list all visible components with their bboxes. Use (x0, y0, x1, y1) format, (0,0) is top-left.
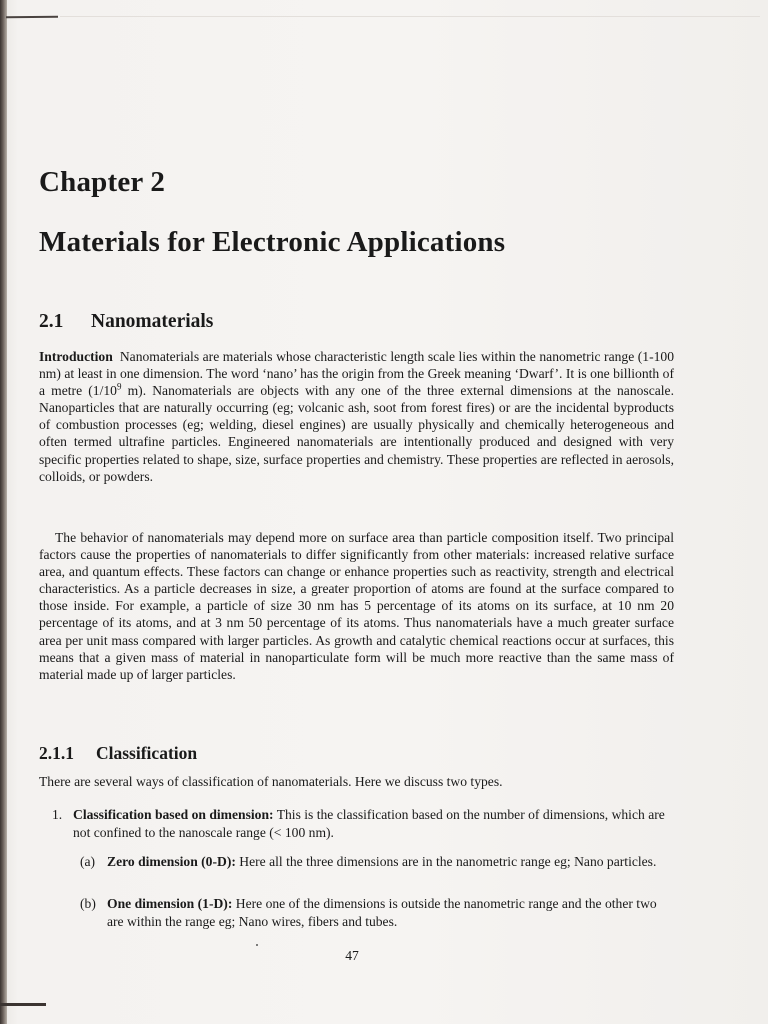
intro-exponent: 9 (116, 381, 122, 392)
list-term: Zero dimension (0-D): (107, 854, 236, 869)
list-text: Here one of the dimensions is outside the nanometric range and the other two are within the range eg; Nano wires, fibers and tubes. (107, 896, 657, 929)
list-marker: (a) (80, 854, 96, 869)
list-marker: (b) (80, 896, 96, 911)
intro-paragraph (39, 348, 674, 485)
intro-lead: Introduction (39, 349, 113, 364)
subsection-number: 2.1.1 (39, 743, 74, 763)
list-item-a (80, 853, 674, 871)
top-faint-rule (60, 16, 760, 17)
intro-text-2: m). Nanomaterials are objects with any one of the three external dimensions at the nanoscale. Nanoparticles that are naturally occurring (eg; volcanic ash, soot from forest fires) or are the incidental byproducts of combustion processes (eg; welding, diesel engines) are usually physically and chemically heterogeneous and often termed ultrafine particles. Engineered nanomaterials are intentionally produced and designed with very specific properties related to shape, size, surface properties and chemistry. These properties are reflected in aerosols, colloids, or powders. (39, 383, 674, 484)
list-text: Here all the three dimensions are in the nanometric range eg; Nano particles. (235, 854, 657, 869)
page-number: 47 (345, 948, 359, 963)
list-marker: 1. (52, 807, 63, 822)
classification-intro: There are several ways of classification of nanomaterials. Here we discuss two types. (39, 774, 503, 789)
list-item-1 (52, 806, 674, 842)
list-text: This is the classification based on the number of dimensions, which are not confined to the nanoscale range (< 100 nm). (73, 807, 665, 840)
bottom-edge-mark (0, 1003, 46, 1006)
chapter-label: Chapter 2 (39, 166, 166, 198)
book-spine-shadow (0, 0, 7, 1024)
subsection-title: Classification (96, 743, 198, 763)
subsection-heading (39, 743, 197, 764)
list-item-b (80, 895, 674, 931)
intro-text-1: Nanomaterials are materials whose characteristic length scale lies within the nanometric range (1-100 nm) at least in one dimension. The word ‘nano’ has the origin from the Greek meaning ‘Dwarf’. It is one billionth of a metre (1/10 (39, 349, 675, 399)
stray-dot (256, 944, 258, 946)
list-term: One dimension (1-D): (107, 896, 233, 911)
behavior-paragraph: The behavior of nanomaterials may depend more on surface area than particle composition itself. Two principal factors cause the properties of nanomaterials to differ significantly from other materials: increased relative surface area, and quantum effects. These factors can change or enhance properties such as reactivity, strength and electrical characteristics. As a particle decreases in size, a greater proportion of atoms are found at the surface compared to those inside. For example, a particle of size 30 nm has 5 percentage of its atoms on its surface, at 10 nm 20 percentage of its atoms, and at 3 nm 50 percentage of its atoms. Thus nanomaterials have a much greater surface area per unit mass compared with larger particles. As growth and catalytic chemical reactions occur at surfaces, this means that a given mass of material in nanoparticulate form will be much more reactive than the same mass of material made up of larger particles. (39, 530, 674, 682)
section-title: Nanomaterials (91, 311, 214, 332)
chapter-title: Materials for Electronic Applications (39, 226, 506, 258)
top-edge-mark (6, 16, 58, 19)
list-term: Classification based on dimension: (73, 807, 274, 822)
section-number: 2.1 (39, 311, 64, 332)
section-heading (39, 311, 213, 333)
